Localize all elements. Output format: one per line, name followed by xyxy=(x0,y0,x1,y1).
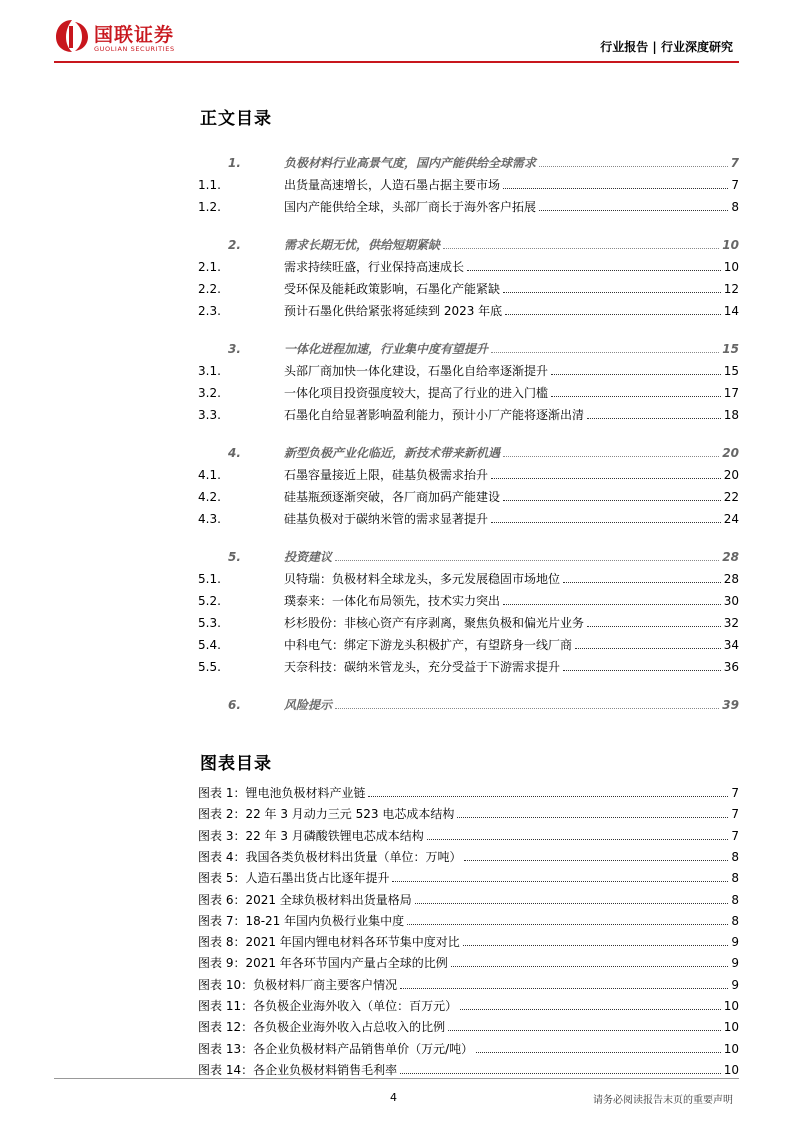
report-type: 行业报告 | 行业深度研究 xyxy=(600,40,733,54)
toc-leader-dots xyxy=(443,247,719,249)
figure-entry-title: 图表 6：2021 全球负极材料出货量格局 xyxy=(198,892,412,907)
toc-entry-page: 7 xyxy=(731,178,739,192)
toc-leader-dots xyxy=(335,559,719,561)
disclaimer: 请务必阅读报告末页的重要声明 xyxy=(593,1095,733,1106)
toc-entry-number: 3. xyxy=(228,342,241,356)
toc-entry-title: 中科电气：绑定下游龙头积极扩产，有望跻身一线厂商 xyxy=(284,638,573,652)
figure-entry-title: 图表 8：2021 年国内锂电材料各环节集中度对比 xyxy=(198,935,460,950)
toc-entry-number: 6. xyxy=(228,698,241,712)
toc-entry-title: 杉杉股份：非核心资产有序剥离，聚焦负极和偏光片业务 xyxy=(284,616,585,630)
toc-entry-number: 4. xyxy=(228,446,241,460)
toc-entry-title: 头部厂商加快一体化建设，石墨化自给率逐渐提升 xyxy=(284,364,549,378)
toc-chapter-entry[interactable] xyxy=(198,232,739,252)
toc-chapter-entry[interactable] xyxy=(198,544,739,564)
figure-leader-dots xyxy=(457,816,728,818)
figure-leader-dots xyxy=(368,795,728,797)
toc-entry-page: 22 xyxy=(723,490,739,504)
figure-list-entry[interactable] xyxy=(198,1036,739,1056)
figure-entry-page: 8 xyxy=(731,871,739,886)
toc-section-entry[interactable] xyxy=(198,276,739,296)
toc-entry-page: 28 xyxy=(723,572,739,586)
toc-section-entry[interactable] xyxy=(198,566,739,586)
toc-section-entry[interactable] xyxy=(198,462,739,482)
toc-entry-page: 39 xyxy=(722,698,739,712)
figure-entry-title: 图表 3：22 年 3 月磷酸铁锂电芯成本结构 xyxy=(198,828,424,843)
figure-entry-page: 9 xyxy=(731,956,739,971)
toc-entry-number: 5.2. xyxy=(198,594,221,608)
toc-entry-page: 32 xyxy=(723,616,739,630)
toc-entry-page: 20 xyxy=(722,446,739,460)
figure-list-entry[interactable] xyxy=(198,780,739,800)
toc-entry-title: 璞泰来：一体化布局领先，技术实力突出 xyxy=(284,594,501,608)
page-header xyxy=(0,0,793,70)
toc-entry-number: 2.3. xyxy=(198,304,221,318)
toc-leader-dots xyxy=(551,373,721,375)
toc-leader-dots xyxy=(491,521,721,523)
figure-list-entry[interactable] xyxy=(198,972,739,992)
figure-entry-title: 图表 4：我国各类负极材料出货量（单位：万吨） xyxy=(198,849,462,864)
toc-entry-title: 石墨化自给显著影响盈利能力，预计小厂产能将逐渐出清 xyxy=(284,408,585,422)
figure-entry-page: 9 xyxy=(731,935,739,950)
logo-chinese-name: 国联证券 xyxy=(94,24,175,46)
figure-leader-dots xyxy=(400,987,728,989)
toc-section-entry[interactable] xyxy=(198,610,739,630)
toc-entry-page: 10 xyxy=(722,238,739,252)
figure-leader-dots xyxy=(407,923,728,925)
toc-section-entry[interactable] xyxy=(198,172,739,192)
figure-leader-dots xyxy=(427,838,729,840)
toc-entry-page: 7 xyxy=(730,156,739,170)
page-number: 4 xyxy=(390,1091,397,1104)
toc-section-entry[interactable] xyxy=(198,402,739,422)
toc-entry-title: 石墨容量接近上限，硅基负极需求抬升 xyxy=(284,468,489,482)
figure-entry-page: 9 xyxy=(731,977,739,992)
figure-leader-dots xyxy=(464,859,728,861)
figure-leader-dots xyxy=(392,880,728,882)
toc-entry-page: 36 xyxy=(723,660,739,674)
toc-entry-title: 受环保及能耗政策影响，石墨化产能紧缺 xyxy=(284,282,501,296)
toc-entry-number: 3.2. xyxy=(198,386,221,400)
toc-entry-page: 8 xyxy=(731,200,739,214)
figure-entry-page: 7 xyxy=(731,807,739,822)
toc-entry-page: 24 xyxy=(723,512,739,526)
toc-leader-dots xyxy=(467,269,721,271)
figure-entry-title: 图表 5：人造石墨出货占比逐年提升 xyxy=(198,871,390,886)
guolian-logo xyxy=(54,18,214,58)
toc-entry-number: 1.2. xyxy=(198,200,221,214)
figure-list-entry[interactable] xyxy=(198,1014,739,1034)
toc-entry-number: 5.1. xyxy=(198,572,221,586)
toc-section-entry[interactable] xyxy=(198,654,739,674)
toc-entry-title: 出货量高速增长，人造石墨占据主要市场 xyxy=(284,178,501,192)
figure-list-entry[interactable] xyxy=(198,801,739,821)
toc-leader-dots xyxy=(505,313,721,315)
toc-entry-number: 2.1. xyxy=(198,260,221,274)
figure-entry-page: 7 xyxy=(731,828,739,843)
figure-entry-title: 图表 13：各企业负极材料产品销售单价（万元/吨） xyxy=(198,1041,474,1056)
toc-entry-number: 2. xyxy=(228,238,241,252)
toc-section-entry[interactable] xyxy=(198,632,739,652)
toc-leader-dots xyxy=(551,395,721,397)
toc-entry-page: 30 xyxy=(723,594,739,608)
toc-leader-dots xyxy=(503,187,728,189)
figure-entry-page: 10 xyxy=(723,1020,739,1035)
toc-entry-title: 天奈科技：碳纳米管龙头，充分受益于下游需求提升 xyxy=(284,660,561,674)
figure-entry-page: 10 xyxy=(723,1062,739,1077)
toc-leader-dots xyxy=(491,351,719,353)
figure-entry-page: 8 xyxy=(731,849,739,864)
logo-english-name: GUOLIAN SECURITIES xyxy=(94,45,175,53)
toc-entry-title: 负极材料行业高景气度，国内产能供给全球需求 xyxy=(284,156,537,170)
figure-leader-dots xyxy=(415,902,729,904)
figure-entry-page: 7 xyxy=(731,786,739,800)
figure-entry-title: 图表 2：22 年 3 月动力三元 523 电芯成本结构 xyxy=(198,807,455,822)
toc-entry-title: 风险提示 xyxy=(284,698,333,712)
toc-entry-number: 5.4. xyxy=(198,638,221,652)
toc-entry-title: 硅基瓶颈逐渐突破，各厂商加码产能建设 xyxy=(284,490,501,504)
figure-list-entry[interactable] xyxy=(198,929,739,949)
toc-leader-dots xyxy=(503,291,721,293)
figure-leader-dots xyxy=(476,1051,721,1053)
toc-leader-dots xyxy=(563,581,721,583)
toc-entry-number: 4.2. xyxy=(198,490,221,504)
toc-title: 正文目录 xyxy=(200,109,272,129)
toc-leader-dots xyxy=(587,417,721,419)
toc-section-entry[interactable] xyxy=(198,254,739,274)
toc-entry-title: 一体化项目投资强度较大，提高了行业的进入门槛 xyxy=(284,386,549,400)
toc-entry-number: 1. xyxy=(228,156,241,170)
toc-entry-number: 5. xyxy=(228,550,241,564)
header-divider xyxy=(54,61,739,63)
figure-list-entry[interactable] xyxy=(198,950,739,970)
toc-entry-page: 28 xyxy=(722,550,739,564)
figure-entry-title: 图表 12：各负极企业海外收入占总收入的比例 xyxy=(198,1020,446,1035)
toc-leader-dots xyxy=(563,669,721,671)
toc-chapter-entry[interactable] xyxy=(198,440,739,460)
toc-entry-title: 预计石墨化供给紧张将延续到 2023 年底 xyxy=(284,304,503,318)
toc-entry-page: 15 xyxy=(722,342,739,356)
guolian-emblem-icon xyxy=(54,18,90,54)
figure-leader-dots xyxy=(463,944,729,946)
toc-chapter-entry[interactable] xyxy=(198,336,739,356)
toc-chapter-entry[interactable] xyxy=(198,150,739,170)
figure-entry-title: 图表 11：各负极企业海外收入（单位：百万元） xyxy=(198,999,458,1013)
figure-list-entry[interactable] xyxy=(198,865,739,885)
figure-leader-dots xyxy=(460,1008,721,1010)
toc-entry-number: 1.1. xyxy=(198,178,221,192)
toc-entry-title: 贝特瑞：负极材料全球龙头，多元发展稳固市场地位 xyxy=(284,572,561,586)
toc-section-entry[interactable] xyxy=(198,506,739,526)
toc-entry-page: 14 xyxy=(723,304,739,318)
toc-entry-title: 需求长期无忧，供给短期紧缺 xyxy=(284,238,441,252)
toc-entry-number: 2.2. xyxy=(198,282,221,296)
figure-list-entry[interactable] xyxy=(198,887,739,907)
toc-entry-number: 4.1. xyxy=(198,468,221,482)
toc-section-entry[interactable] xyxy=(198,194,739,214)
figure-leader-dots xyxy=(448,1029,721,1031)
toc-leader-dots xyxy=(503,499,721,501)
figure-entry-page: 10 xyxy=(723,999,739,1013)
toc-leader-dots xyxy=(335,707,719,709)
figure-leader-dots xyxy=(451,965,729,967)
footer-divider xyxy=(54,1078,739,1079)
figure-entry-title: 图表 10：负极材料厂商主要客户情况 xyxy=(198,977,398,992)
figure-entry-title: 图表 7：18-21 年国内负极行业集中度 xyxy=(198,913,405,928)
toc-section-entry[interactable] xyxy=(198,358,739,378)
figure-entry-page: 10 xyxy=(723,1041,739,1056)
toc-entry-title: 国内产能供给全球，头部厂商长于海外客户拓展 xyxy=(284,200,537,214)
toc-leader-dots xyxy=(587,625,721,627)
toc-leader-dots xyxy=(539,165,728,167)
toc-entry-number: 3.1. xyxy=(198,364,221,378)
toc-leader-dots xyxy=(539,209,728,211)
toc-leader-dots xyxy=(575,647,721,649)
figure-entry-page: 8 xyxy=(731,892,739,907)
figure-list-entry[interactable] xyxy=(198,908,739,928)
toc-entry-page: 34 xyxy=(723,638,739,652)
figure-list-entry[interactable] xyxy=(198,823,739,843)
figure-list-entry[interactable] xyxy=(198,844,739,864)
figure-leader-dots xyxy=(400,1072,721,1074)
figure-entry-title: 图表 1：锂电池负极材料产业链 xyxy=(198,786,366,800)
figure-list-entry[interactable] xyxy=(198,1057,739,1077)
toc-entry-title: 一体化进程加速，行业集中度有望提升 xyxy=(284,342,489,356)
toc-entry-title: 投资建议 xyxy=(284,550,333,564)
toc-chapter-entry[interactable] xyxy=(198,692,739,712)
figure-list-entry[interactable] xyxy=(198,993,739,1013)
toc-entry-title: 硅基负极对于碳纳米管的需求显著提升 xyxy=(284,512,489,526)
toc-leader-dots xyxy=(503,455,719,457)
toc-leader-dots xyxy=(491,477,721,479)
toc-entry-page: 10 xyxy=(723,260,739,274)
toc-section-entry[interactable] xyxy=(198,588,739,608)
toc-entry-page: 15 xyxy=(723,364,739,378)
toc-entry-number: 3.3. xyxy=(198,408,221,422)
figure-list-title: 图表目录 xyxy=(200,754,272,774)
figure-entry-page: 8 xyxy=(731,913,739,928)
toc-entry-number: 4.3. xyxy=(198,512,221,526)
toc-entry-number: 5.3. xyxy=(198,616,221,630)
toc-entry-page: 17 xyxy=(723,386,739,400)
toc-entry-page: 12 xyxy=(723,282,739,296)
toc-section-entry[interactable] xyxy=(198,484,739,504)
figure-entry-title: 图表 14：各企业负极材料销售毛利率 xyxy=(198,1062,398,1077)
figure-entry-title: 图表 9：2021 年各环节国内产量占全球的比例 xyxy=(198,956,448,971)
toc-section-entry[interactable] xyxy=(198,380,739,400)
toc-section-entry[interactable] xyxy=(198,298,739,318)
toc-entry-page: 18 xyxy=(723,408,739,422)
toc-entry-page: 20 xyxy=(723,468,739,482)
toc-leader-dots xyxy=(503,603,721,605)
toc-entry-title: 需求持续旺盛，行业保持高速成长 xyxy=(284,260,465,274)
toc-entry-title: 新型负极产业化临近，新技术带来新机遇 xyxy=(284,446,501,460)
toc-entry-number: 5.5. xyxy=(198,660,221,674)
